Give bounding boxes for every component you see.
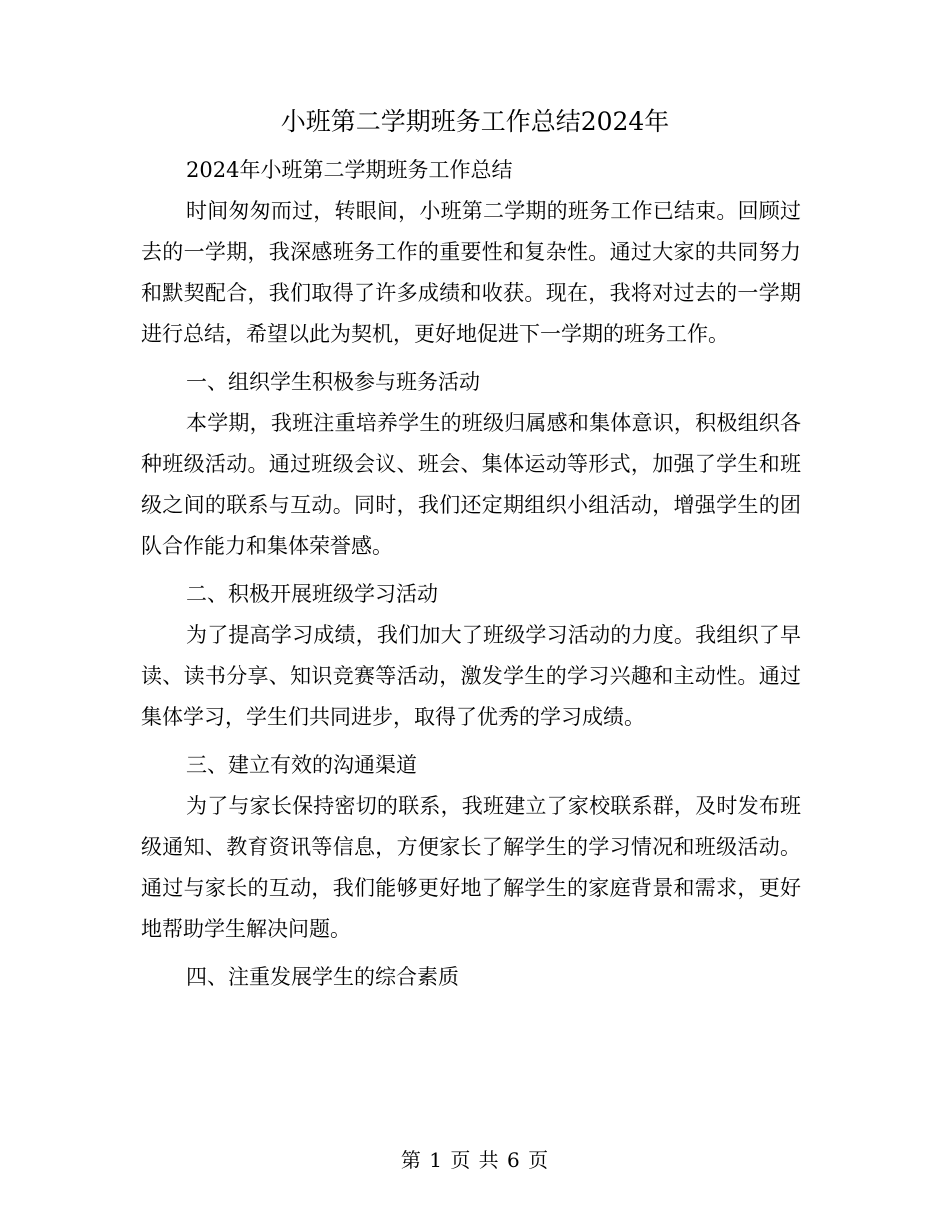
section-heading: 四、注重发展学生的综合素质 bbox=[186, 965, 459, 989]
section-heading: 一、组织学生积极参与班务活动 bbox=[186, 370, 480, 394]
document-body bbox=[141, 150, 801, 998]
section-paragraph: 为了提高学习成绩，我们加大了班级学习活动的力度。我组织了早读、读书分享、知识竞赛等活动，激发学生的学习兴趣和主动性。通过集体学习，学生们共同进步，取得了优秀的学习成绩。 bbox=[141, 623, 801, 729]
section-paragraph: 本学期，我班注重培养学生的班级归属感和集体意识，积极组织各种班级活动。通过班级会议、班会、集体运动等形式，加强了学生和班级之间的联系与互动。同时，我们还定期组织小组活动，增强学生的团队合作能力和集体荣誉感。 bbox=[141, 411, 801, 558]
document-title: 小班第二学期班务工作总结2024年 bbox=[280, 107, 670, 136]
document-subtitle: 2024年小班第二学期班务工作总结 bbox=[186, 158, 513, 182]
section-heading: 二、积极开展班级学习活动 bbox=[186, 582, 438, 606]
intro-paragraph: 时间匆匆而过，转眼间，小班第二学期的班务工作已结束。回顾过去的一学期，我深感班务工作的重要性和复杂性。通过大家的共同努力和默契配合，我们取得了许多成绩和收获。现在，我将对过去的一学期进行总结，希望以此为契机，更好地促进下一学期的班务工作。 bbox=[141, 199, 801, 346]
page-number-footer: 第 1 页 共 6 页 bbox=[400, 1148, 550, 1172]
section-heading: 三、建立有效的沟通渠道 bbox=[186, 753, 417, 777]
section-paragraph: 为了与家长保持密切的联系，我班建立了家校联系群，及时发布班级通知、教育资讯等信息，方便家长了解学生的学习情况和班级活动。通过与家长的互动，我们能够更好地了解学生的家庭背景和需求，更好地帮助学生解决问题。 bbox=[141, 794, 801, 941]
